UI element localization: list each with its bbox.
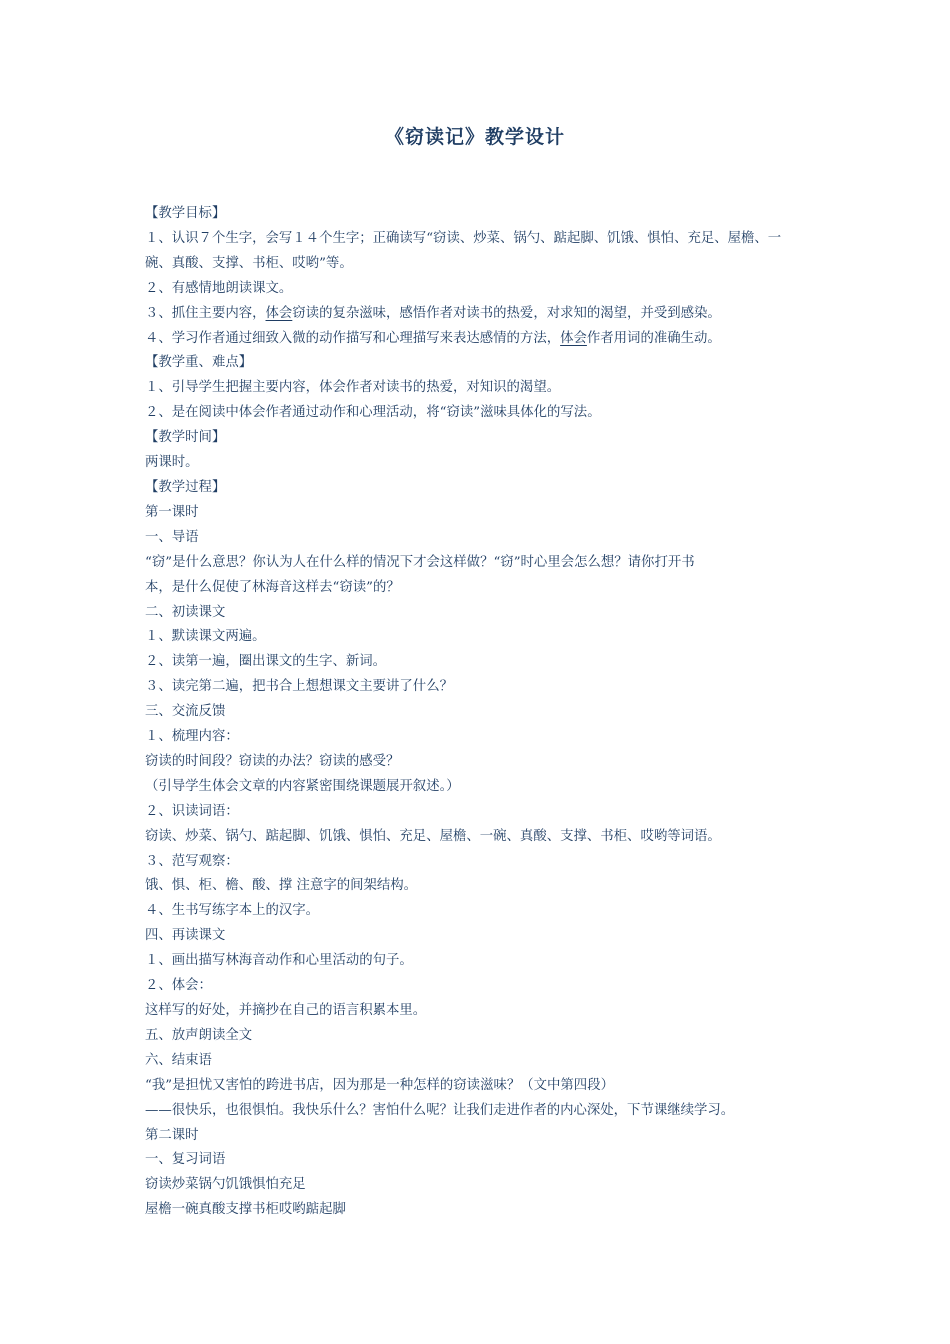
text-line: ２、读第一遍，圈出课文的生字、新词。: [145, 654, 387, 670]
text-line: 六、结束语: [145, 1052, 212, 1068]
text-line: 第二课时: [145, 1127, 199, 1143]
text-line: [145, 302, 810, 327]
text-line: １、梳理内容：: [145, 729, 239, 745]
text-line: 一、导语: [145, 529, 199, 545]
text-line: 三、交流反馈: [145, 704, 226, 720]
text-line: 【教学目标】: [145, 206, 226, 221]
text-line: ３、读完第二遍，把书合上想想课文主要讲了什么？: [145, 679, 453, 695]
text-line: 一、复习词语: [145, 1152, 226, 1168]
text-line: ２、有感情地朗读课文。: [145, 280, 293, 296]
text-segment: 作者用词的准确生动。: [586, 330, 721, 346]
text-line: 第一课时: [145, 504, 199, 520]
text-line: 两课时。: [145, 455, 199, 471]
text-line: 窃读炒菜锅勺饥饿惧怕充足: [145, 1177, 306, 1193]
text-line: 【教学重、难点】: [145, 355, 253, 371]
text-line: ２、是在阅读中体会作者通过动作和心理活动，将“窃读”滋味具体化的写法。: [145, 405, 601, 421]
text-line: 碗、真酸、支撑、书柜、哎哟”等。: [145, 255, 353, 271]
text-line: 四、再读课文: [145, 928, 226, 944]
text-line: 五、放声朗读全文: [145, 1027, 253, 1043]
text-line: １、画出描写林海音动作和心里活动的句子。: [145, 953, 413, 969]
text-segment: 窃读的复杂滋味，感悟作者对读书的热爱，对求知的渴望，并受到感染。: [292, 305, 721, 321]
text-line: [145, 327, 810, 352]
text-segment: ３、抓住主要内容，: [145, 305, 266, 321]
underlined-text: 体会: [265, 305, 293, 321]
text-line: ４、生书写练字本上的汉字。: [145, 903, 320, 919]
text-line: ２、识读词语：: [145, 803, 239, 819]
underlined-text: 体会: [560, 330, 587, 346]
text-line: ３、范写观察：: [145, 853, 239, 869]
text-line: 【教学过程】: [145, 479, 226, 495]
document-body: [145, 202, 810, 1223]
text-line: “我”是担忧又害怕的跨进书店，因为那是一种怎样的窃读滋味？（文中第四段）: [145, 1077, 614, 1093]
text-line: 饿、惧、柜、檐、酸、撑 注意字的间架结构。: [145, 878, 418, 894]
text-line: 窃读的时间段？窃读的办法？窃读的感受？: [145, 753, 400, 769]
text-line: （引导学生体会文章的内容紧密围绕课题展开叙述。）: [145, 778, 460, 794]
text-line: 这样写的好处，并摘抄在自己的语言积累本里。: [145, 1003, 427, 1018]
text-line: １、认识７个生字，会写１４个生字；正确读写“窃读、炒菜、锅勺、踮起脚、饥饿、惧怕、充足、屋檐、一: [145, 230, 782, 246]
text-line: ２、体会：: [145, 978, 212, 994]
text-line: １、默读课文两遍。: [145, 629, 266, 645]
text-line: 屋檐一碗真酸支撑书柜哎哟踮起脚: [145, 1202, 346, 1218]
text-line: 二、初读课文: [145, 604, 226, 620]
document-title: 《窃读记》教学设计: [384, 126, 565, 148]
text-line: 窃读、炒菜、锅勺、踮起脚、饥饿、惧怕、充足、屋檐、一碗、真酸、支撑、书柜、哎哟等词语。: [145, 828, 721, 844]
text-segment: ４、学习作者通过细致入微的动作描写和心理描写来表达感情的方法，: [145, 330, 561, 346]
text-line: “窃”是什么意思？你认为人在什么样的情况下才会这样做？“窃”时心里会怎么想？请你打开书: [145, 554, 695, 570]
text-line: １、引导学生把握主要内容，体会作者对读书的热爱，对知识的渴望。: [145, 380, 561, 396]
text-line: 本，是什么促使了林海音这样去“窃读”的？: [145, 579, 400, 595]
text-line: ——很快乐，也很惧怕。我快乐什么？害怕什么呢？让我们走进作者的内心深处，下节课继续学习。: [145, 1102, 735, 1118]
text-line: 【教学时间】: [145, 430, 226, 446]
